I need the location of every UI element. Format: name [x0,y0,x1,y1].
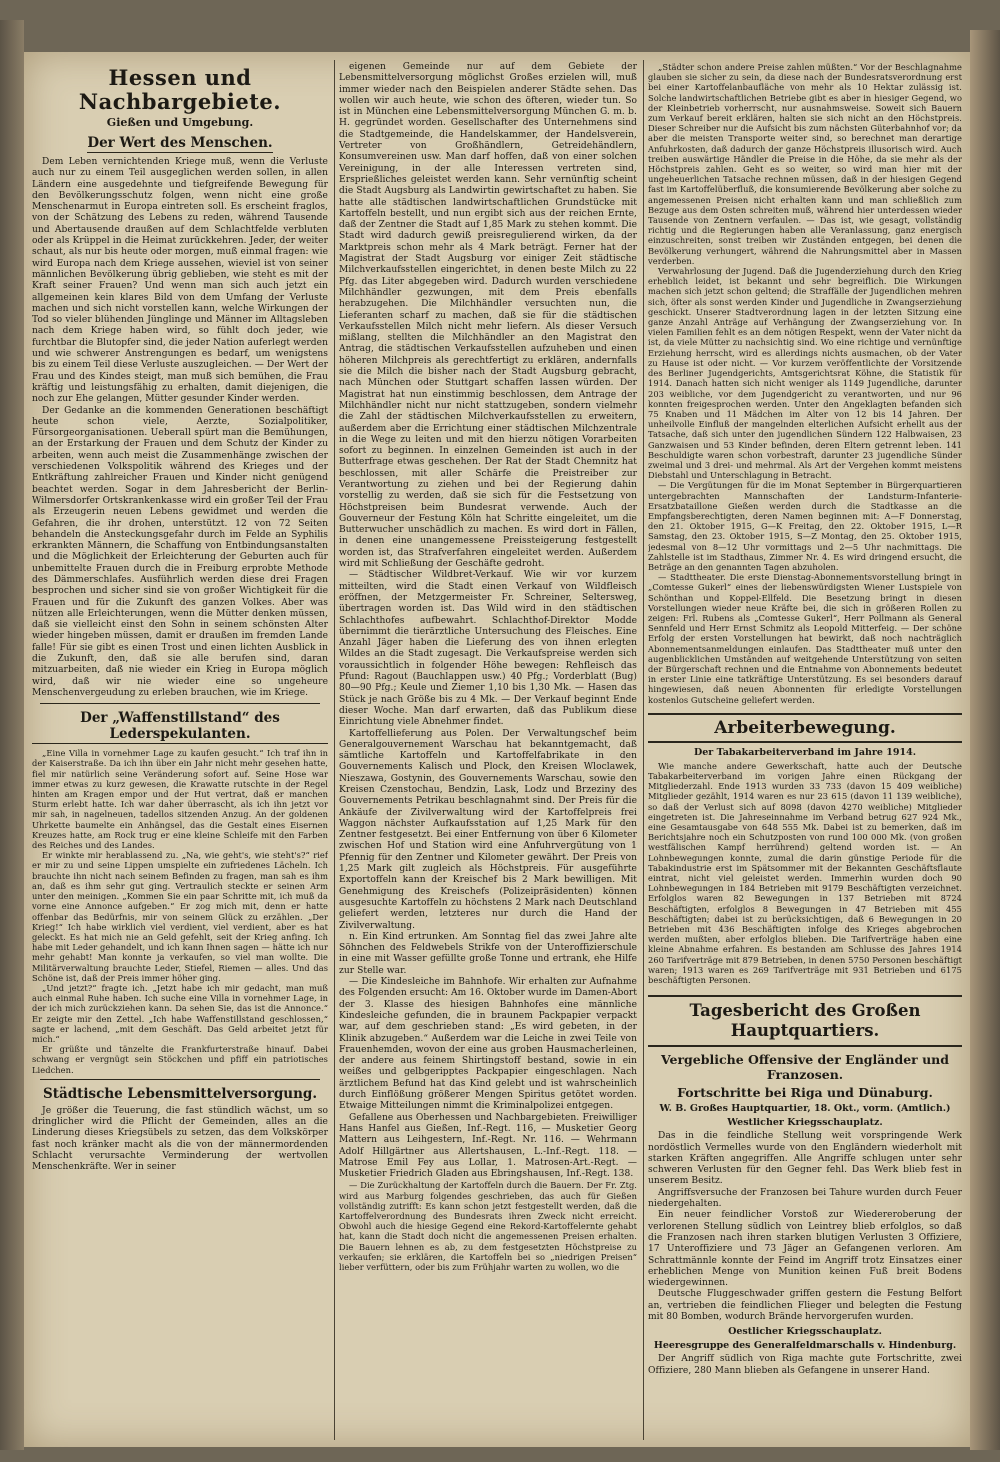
news-item: — Stadttheater. Die erste Dienstag-Abonnementsvorstellung bringt in „Comtesse Gukerl“ eines der liebenswürdigsten Wiener Lustspiele von Schönthan und Koppel-Ellfeld. Die Besetzung bringt in diesen Vorstellungen wieder neue Kräfte bei, die sich in größeren Rollen zu zeigen: Frl. Rubens als „Comtesse Gukerl“, Herr Pollmann als General Sennfeld und Herr Ernst Schmitz als Leopold Mitterfeig. — Der schöne Erfolg der ersten Vorstellungen hat bewirkt, daß noch nachträglich Abonnementsanmeldungen einlaufen. Das Stadttheater muß unter den augenblicklichen Umständen auf weitgehende Unterstützung von seiten der Bürgerschaft rechnen und die Entnahme von Abonnements bedeutet in erster Linie eine tatkräftige Unterstützung. Es sei besonders darauf hingewiesen, daß neuen Abonnenten für erledigte Vorstellungen kostenlos Gutscheine geliefert werden. [648,572,962,705]
article-title: Der Wert des Menschen. [87,135,273,151]
report-paragraph: Deutsche Fluggeschwader griffen gestern die Festung Belfort an, vertrieben die feindlichen Flieger und belegten die Festung mit 80 Bomben, wodurch Brände hervorgerufen wurden. [648,1289,962,1323]
section-title-labour: Arbeiterbewegung. [648,713,962,743]
column-1 [32,62,328,1442]
war-report-title: Tagesbericht des Großen Hauptquartiers. [648,995,962,1047]
war-report-subtitle: Fortschritte bei Riga und Dünaburg. [677,1085,933,1101]
theatre-heading: Oestlicher Kriegsschauplatz. [728,1326,882,1338]
article-paragraph: „Eine Villa in vornehmer Lage zu kaufen gesucht.“ Ich traf ihn in der Kaiserstraße. Da ich ihn über ein Jahr nicht mehr gesehen hatte, fiel mir natürlich seine Veränderung sofort auf. Seine Hose war immer etwas zu kurz gewesen, die Krawatte rutschte in der Regel hinten am Kragen empor und der Hut vertrat, daß er manchen Sturm erlebt hatte. Ich war daher überrascht, als ich ihn jetzt vor mir sah, in nagelneuen, tadellos sitzenden Anzug. An der goldenen Uhrkette baumelte ein Anhängsel, das die Gestalt eines Eisernen Kreuzes hatte, am Rock trug er eine kleine Schleife mit den Farben des Reiches und des Landes. [32,748,328,851]
article-paragraph: Er grüßte und tänzelte die Frankfurterstraße hinauf. Dabei schwang er vergnügt sein Stöckchen und pfiff ein patriotisches Liedchen. [32,1044,328,1075]
article-title: Der „Waffenstillstand“ des Lederspekulanten. [32,710,328,744]
news-item: Verwahrlosung der Jugend. Daß die Jugenderziehung durch den Krieg erheblich leidet, ist bekannt und sehr begreiflich. Die Wirkungen machen sich jetzt schon geltend; die Straffälle der Jugendlichen mehren sich, öfter als sonst werden Kinder und Jugendliche in Zwangserziehung geschickt. Unserer Stadtverordnung lagen in der letzten Sitzung eine ganze Anzahl Anträge auf Verhängung der Zwangserziehung vor. In vielen Familien fehlt es an dem nötigen Respekt, wenn der Vater nicht da ist, da viele Mütter zu nachsichtig sind. Wo eine richtige und vernünftige Erziehung herrscht, wird es allerdings nichts ausmachen, ob der Vater zu Hause ist oder nicht. — Vor kurzem veröffentlichte der Vorsitzende des Berliner Jugendgerichts, Amtsgerichtsrat Köhne, die Statistik für 1914. Danach hatten sich nicht weniger als 1149 Jugendliche, darunter 203 weibliche, vor dem Jugendgericht zu verantworten, und nur 96 konnten freigesprochen werden. Unter den Angeklagten befanden sich 75 Knaben und 11 Mädchen im Alter von 12 bis 14 Jahren. Der unheilvolle Einfluß der mangelnden elterlichen Aufsicht erhellt aus der Tatsache, daß sich unter den jugendlichen Sündern 122 Halbwaisen, 23 Ganzwaisen und 53 Kinder befinden, deren Eltern getrennt leben. 141 Beschuldigte waren schon vorbestraft, darunter 23 jugendliche Sünder zweimal und 3 drei- und mehrmal. Als Art der Vergehen kommt meistens Diebstahl und Unterschlagung in Betracht. [648,266,962,481]
war-report-subtitle: Vergebliche Offensive der Engländer und Franzosen. [660,1052,950,1083]
column-3 [648,62,962,1442]
news-item: — Die Kindesleiche im Bahnhofe. Wir erhalten zur Aufnahme des Folgenden ersucht: Am 16. Oktober wurde im Damen-Abort der 3. Klasse des hiesigen Bahnhofes eine männliche Kindesleiche gefunden, die in braunem Packpapier verpackt war, auf dem geschrieben stand: „Es wird gebeten, in der Klinik abzugeben.“ Außerdem war die Leiche in zwei Teile von Frauenhemden, wovon der eine aus groben Hausmacherleinen, der andere aus feinem Shirtingstoff bestand, sowie in ein weißes und gelbgeripptes Packpapier eingeschlagen. Nach ärztlichem Befund hat das Kind gelebt und ist wahrscheinlich durch Einflößung größerer Mengen Spiritus getötet worden. Etwaige Mitteilungen nimmt die Kriminalpolizei entgegen. [339,977,637,1112]
article-paragraph: Der Gedanke an die kommenden Generationen beschäftigt heute schon viele, Aerzte, Sozialpolitiker, Fürsorgeorganisationen. Ueberall spürt man die Bemühungen, an der Erstarkung der Frauen und dem Schutz der Kinder zu arbeiten, wenn auch meist die Zusammenhänge zwischen der verschiedenen Volkspolitik während des Krieges und der Entkräftung zahlreicher Frauen und Kinder nicht genügend beachtet werden. Sogar in dem Jahresbericht der Berlin-Wilmersdorfer Ortskrankenkasse wird ein großer Teil der Frau als Erzeugerin neuen Lebens gewidmet und werden die Gefahren, die ihr drohen, unterstützt. 12 von 72 Seiten behandeln die Ansteckungsgefahr durch im Felde an Syphilis erkrankten Männern, die Schaffung von Entbindungsanstalten und die Möglichkeit der Erleichterung der Geburten auch für unbemittelte Frauen durch die in Freiburg erprobte Methode des Dämmerschlafes. Ausführlich werden diese drei Fragen besprochen und sicher sind sie von großer Wichtigkeit für die Frauen und für die Zukunft des ganzen Volkes. Aber was nützen alle Erleichterungen, wenn die Mütter denken müssen, daß sie vielleicht einst den Sohn in seinem schönsten Alter wieder hingeben müssen, damit er draußen im fremden Lande falle! Für sie gibt es einen Trost und einen lichten Ausblick in die Zukunft, den, daß sie alle berufen sind, daran mitzuarbeiten, daß nie wieder ein Krieg in Europa möglich wird, daß wir nie wieder eine so ungeheure Menschenvergeudung zu erleben brauchen, wie im Kriege. [32,405,328,698]
section-title: Hessen und Nachbargebiete. [78,65,282,114]
article-subtitle: Der Tabakarbeiterverband im Jahre 1914. [693,746,917,758]
article-paragraph: „Städter schon andere Preise zahlen müßten.“ Vor der Beschlagnahme glauben sie sicher zu sein, da diese nach der Bundesratsverordnung erst bei einer Kartoffelanbaufläche von mehr als 10 Hektar zulässig ist. Solche landwirtschaftlichen Betriebe gibt es aber in hiesiger Gegend, wo der Kleinbetrieb vorherrscht, nur ausnahmsweise. Soweit sich Bauern zum Verkauf bereit erklären, halten sie sich nicht an den Höchstpreis. Dieser Schreiber nur die Aufsicht bis zum nächsten Güterbahnhof vor; da aber die meisten Transporte weiter sind, so berechnet man derartige Anfuhrkosten, daß dadurch der ganze Höchstpreis illusorisch wird. Auch treiben auswärtige Händler die Preise in die Höhe, da sie mehr als der Höchstpreis zahlen. Geht es so weiter, so wird man hier mit der ungeheuerlichen Tatsache rechnen müssen, daß in der hiesigen Gegend fast im Kartoffelüberfluß, die konsumierende Bevölkerung aber solche zu angemessenen Preisen nicht erhalten kann und man schließlich zum Bezuge aus dem Osten schreiten muß, während hier unterdessen wieder Tausende von Zentnern verfaulen. — Das ist, wie gesagt, vollständig richtig und die Regierungen haben alle Veranlassung, ganz energisch einzuschreiten, sonst treiben wir Zuständen entgegen, bei denen die Bevölkerung verhungert, während die Nahrungsmittel aber in Massen verderben. [648,62,962,266]
article-paragraph: Er winkte mir herablassend zu. „Na, wie geht's, wie steht's?“ rief er mir zu und seine Lippen umspielte ein zufriedenes Lächeln. Ich brauchte ihn nicht nach seinem Befinden zu fragen, man sah es ihm an, daß es ihm sehr gut ging. Vertraulich steckte er seinen Arm unter den meinigen. „Kommen Sie ein paar Schritte mit, ich muß da vorne eine Annonce aufgeben.“ Er zog mich mit, denn er hatte offenbar das Bedürfnis, mir von seinem Glück zu erzählen. „Der Krieg!“ Ich habe wirklich viel verdient, viel verdient, aber es hat geleckt. Es hat mich nie an Geld gefehlt, seit der Krieg anfing. Ich habe mit Leder gehandelt, und ich kann Ihnen sagen — hätte ich nur mehr gehabt! Man konnte ja verkaufen, so viel man wollte. Die Militärverwaltung brauchte Leder, Stiefel, Riemen — alles. Und das Schöne ist, daß der Preis immer höher ging. [32,850,328,983]
column-rule [334,60,335,1440]
article-paragraph: „Und jetzt?“ fragte ich. „Jetzt habe ich mir gedacht, man muß auch einmal Ruhe haben. Ich suche eine Villa in vornehmer Lage, in der ich mich zurückziehen kann. Da sehen Sie, das ist die Annonce.“ Er zeigte mir den Zettel. „Ich habe Waffenstillstand geschlossen,“ sagte er lachend, „mit dem Geschäft. Das Geld arbeitet jetzt für mich.“ [32,982,328,1044]
article-title: Städtische Lebensmittelversorgung. [42,1085,318,1102]
theatre-heading: Westlicher Kriegsschauplatz. [727,1117,883,1129]
news-item: — Die Vergütungen für die im Monat September in Bürgerquartieren untergebrachten Mannschaften der Landsturm-Infanterie-Ersatzbataillone Gießen werden durch die Stadtkasse an die Empfangsberechtigten, deren Namen beginnen mit: A—F Donnerstag, den 21. Oktober 1915, G—K Freitag, den 22. Oktober 1915, L—R Samstag, den 23. Oktober 1915, S—Z Montag, den 25. Oktober 1915, jedesmal von 8—12 Uhr vormittags und 2—5 Uhr nachmittags. Die Zahlstelle ist im Stadthaus, Zimmer Nr. 4. Es wird dringend ersucht, die Beträge an den genannten Tagen abzuholen. [648,480,962,572]
army-group-heading: Heeresgruppe des Generalfeldmarschalls v. Hindenburg. [653,1340,957,1352]
news-item: Gefallene aus Oberhessen und Nachbargebieten. Freiwilliger Hans Hanfel aus Gießen, Inf.-Regt. 116, — Musketier Georg Mattern aus Leihgestern, Inf.-Regt. Nr. 116. — Wehrmann Adolf Hillgärtner aus Allertshausen, L.-Inf.-Regt. 118. — Matrose Emil Fey aus Lollar, 1. Matrosen-Art.-Regt. — Musketier Friedrich Gladen aus Ebringshausen, Inf.-Regt. 138. [339,1112,637,1180]
column-2 [339,62,637,1442]
article-paragraph: Je größer die Teuerung, die fast stündlich wächst, um so dringlicher wird die Pflicht der Gemeinden, alles an die Linderung dieses Kriegsübels zu setzen, das dem Volkskörper fast noch kränker macht als die von der männermordenden Schlacht verursachte Verminderung der wertvollen Menschenkräfte. Wer in seiner [32,1105,328,1173]
news-item: — Die Zurückhaltung der Kartoffeln durch die Bauern. Der Fr. Ztg. wird aus Marburg folgendes geschrieben, das auch für Gießen vollständig zutrifft: Es kann schon jetzt festgestellt werden, daß die Kartoffelverordnung des Bundesrats ihren Zweck nicht erreicht. Obwohl auch die hiesige Gegend eine Rekord-Kartoffelernte gehabt hat, kann die Stadt doch nicht die angemessenen Preisen erhalten. Die Bauern lehnen es ab, zu dem festgesetzten Höchstpreise zu verkaufen; sie erklären, die Kartoffeln bei so „niedrigen Preisen“ lieber verfüttern, oder bis zum Frühjahr warten zu wollen, wo die [339,1180,637,1273]
page-stack-edge [970,30,1000,1450]
newspaper-page [24,52,970,1447]
divider [40,1079,320,1080]
divider [40,703,320,704]
news-item: n. Ein Kind ertrunken. Am Sonntag fiel das zwei Jahre alte Söhnchen des Feldwebels Strikfe von der Unteroffizierschule in eine mit Wasser gefüllte große Tonne und ertrank, ehe Hilfe zur Stelle war. [339,931,637,976]
binding-shadow [0,20,24,1450]
news-item: Kartoffellieferung aus Polen. Der Verwaltungschef beim Generalgouvernement Warschau hat bekanntgemacht, daß sämtliche Kartoffeln und Kartoffelfabrikate in den Gouvernements Kalisch und Plock, den Kreisen Wloclawek, Nieszawa, Gostynin, des Gouvernements Warschau, sowie den Kreisen Czenstochau, Bendzin, Lask, Lodz und Brzeziny des Gouvernements Petrikau beschlagnahmt sind. Der Preis für die Ankäufe der Zivilverwaltung wird der Kartoffelpreis frei Waggon nächster Aufkaufsstation auf 1,25 Mark für den Zentner festgesetzt. Bei einer Entfernung von über 6 Kilometer zwischen Hof und Station wird eine Anfuhrvergütung von 1 Pfennig für den Zentner und Kilometer gewährt. Der Preis von 1,25 Mark gilt zugleich als Höchstpreis. Für ausgeführte Exportoffeln kann der Kreischef bis 2 Mark bewilligen. Mit Genehmigung des Kreischefs (Polizeipräsidenten) können ausgesuchte Kartoffeln zu höchstens 2 Mark nach Deutschland geliefert werden, letzteres nur durch die Hand der Zivilverwaltung. [339,728,637,931]
column-rule [643,60,644,1440]
report-paragraph: Angriffsversuche der Franzosen bei Tahure wurden durch Feuer niedergehalten. [648,1187,962,1210]
dateline: W. B. Großes Hauptquartier, 18. Okt., vorm. (Amtlich.) [659,1103,951,1115]
article-paragraph: Dem Leben vernichtenden Kriege muß, wenn die Verluste auch nur zu einem Teil ausgeglichen werden sollen, in allen Ländern eine ausgedehnte und tiefgreifende Bewegung für den Bevölkerungsschutz folgen, wenn nicht eine große Menschenarmut in Europa eintreten soll. Es erscheint fraglos, von der Schätzung des Lebens zu reden, während Tausende und Abertausende draußen auf dem Schlachtfelde verbluten oder als Krüppel in die Heimat zurückkehren. Jeder, der weiter schaut, als nur bis heute oder morgen, muß einmal fragen: wie wird Europa nach dem Kriege aussehen, wieviel ist von seiner männlichen Bevölkerung übrig geblieben, wie steht es mit der Kraft seiner Frauen? Und wenn man sich auch jetzt ein allgemeinen kein klares Bild von dem Umfang der Verluste machen und sich nicht vorstellen kann, welche Wirkungen der Tod so vieler blühenden Jünglinge und Männer im Alltagsleben nach dem Kriege haben wird, so fühlt doch jeder, wie furchtbar die Blutopfer sind, die jeder Nation auferlegt werden und wie schwerer Anstrengungen es bedarf, um wenigstens bis zu einem Teil diese Verluste auszugleichen. — Der Wert der Frau und des Kindes steigt, man muß sich bemühen, die Frau kräftig und leistungsfähig zu erhalten, damit diejenigen, die noch zur Ehe gelangen, Mütter gesunder Kinder werden. [32,157,328,405]
report-paragraph: Der Angriff südlich von Riga machte gute Fortschritte, zwei Offiziere, 280 Mann blieben als Gefangene in unserer Hand. [648,1354,962,1376]
report-paragraph: Ein neuer feindlicher Vorstoß zur Wiedereroberung der verlorenen Stellung südlich von Leintrey blieb erfolglos, so daß die Franzosen nach ihren starken blutigen Verlusten 3 Offiziere, 17 Unteroffiziere und 73 Jäger an Gefangenen verloren. Am Schrattmännle konnte der Feind im Angriff trotz Einsatzes einer erheblichen Menge von Munition keinen Fuß breit Bodens wiedergewinnen. [648,1210,962,1289]
report-paragraph: Das in die feindliche Stellung weit vorspringende Werk nordöstlich Vermelles wurde von den Engländern wiederholt mit starken Kräften angegriffen. Alle Angriffe schlugen unter sehr schweren Verlusten für den Gegner fehl. Das Werk blieb fest in unserem Besitz. [648,1131,962,1187]
article-paragraph: Wie manche andere Gewerkschaft, hatte auch der Deutsche Tabakarbeiterverband im vorigen Jahre einen Rückgang der Mitgliederzahl. Ende 1913 wurden 33 733 (davon 15 409 weibliche) Mitglieder gezählt, 1914 waren es nur 23 615 (davon 11 139 weibliche), so daß der Verlust sich auf 8098 (davon 4270 weibliche) Mitglieder eingetreten ist. Die Jahreseinnahme im Verband betrug 627 924 Mk., eine Gesamtausgabe von 648 555 Mk. Dabei ist zu bemerken, daß im Berichtsjahre noch ein Schutzposten von rund 100 000 Mk. (von großen westfälischen Kampf herrührend) geltend worden ist. — An Lohnbewegungen konnte, zumal die darin günstige Periode für die Tabakindustrie erst im Spätsommer mit der Bekannten Geschäftsflaute eintrat, nicht viel geleistet werden. Immerhin wurden doch 90 Lohnbewegungen in 184 Betrieben mit 9179 Beschäftigten verzeichnet. Erfolglos waren 82 Bewegungen in 137 Betrieben mit 8724 Beschäftigten, erfolglos 8 Bewegungen in 47 Betrieben mit 455 Beschäftigten; dabei ist zu berücksichtigen, daß 6 Bewegungen in 20 Betrieben mit 436 Beschäftigten infolge des Krieges abgebrochen werden mußten, aber erfolglos blieben. Die Tarifverträge haben eine kleine Abnahme erfahren. Es bestanden am Schlusse des Jahres 1914 260 Tarifverträge mit 879 Betrieben, in denen 5750 Personen beschäftigt waren; 1913 waren es 269 Tarifverträge mit 931 Betrieben und 6175 beschäftigten Personen. [648,760,962,986]
news-item: — Städtischer Wildbret-Verkauf. Wie wir vor kurzem mitteilten, wird die Stadt einen Verkauf von Wildfleisch eröffnen, der Metzgermeister Fr. Schreiner, Seltersweg, übertragen worden ist. Das Wild wird in den städtischen Schlachthofes aufbewahrt. Schlachthof-Direktor Modde übernimmt die tierärztliche Untersuchung des Fleisches. Eine Anzahl Jäger haben die Lieferung des von ihnen erlegten Wildes an die Stadt zugesagt. Die Verkaufspreise werden sich voraussichtlich in folgender Höhe bewegen: Rehfleisch das Pfund: Ragout (Bauchlappen usw.) 40 Pfg.; Vorderblatt (Bug) 80—90 Pfg.; Keule und Ziemer 1,10 bis 1,30 Mk. — Hasen das Stück je nach Größe bis zu 4 Mk. — Der Verkauf beginnt Ende dieser Woche. Man darf erwarten, daß das Publikum diese Einrichtung viele Abnehmer findet. [339,570,637,728]
article-paragraph: eigenen Gemeinde nur auf dem Gebiete der Lebensmittelversorgung möglichst Großes erzielen will, muß immer wieder nach den Beispielen anderer Städte sehen. Das wollen wir auch heute, wie schon des öfteren, wieder tun. So ist in München eine Lebensmittelversorgung München G. m. b. H. gegründet worden. Gesellschafter des Unternehmens sind die Stadtgemeinde, die Handelskammer, der Handelsverein, Vertreter von Großhändlern, Getreidehändlern, Konsumvereinen usw. Man darf hoffen, daß von einer solchen Vereinigung, in der alle Interessen vertreten sind, Ersprießliches geleistet werden kann. Sehr vernünftig scheint die Stadt Augsburg als Landwirtin gewirtschaftet zu haben. Sie hatte alle städtischen landwirtschaftlichen Grundstücke mit Kartoffeln bestellt, und nun ergibt sich aus der reichen Ernte, daß der Zentner die Stadt auf 1,85 Mark zu stehen kommt. Die Stadt wird dadurch gewiß preisregulierend wirken, da der Marktpreis schon mehr als 4 Mark beträgt. Ferner hat der Magistrat der Stadt Augsburg vor einiger Zeit städtische Milchverkaufsstellen eingerichtet, in denen beste Milch zu 22 Pfg. das Liter abgegeben wird. Dadurch wurden verschiedene Milchhändler gezwungen, mit dem Preis ebenfalls herabzugehen. Die Milchhändler versuchten nun, die Lieferanten scharf zu machen, daß sie für die städtischen Verkaufsstellen Milch nicht mehr liefern. Als dieser Versuch mißlang, stellten die Milchhändler an den Magistrat den Antrag, die städtischen Verkaufsstellen aufzuheben und einen höheren Milchpreis als gerechtfertigt zu erklären, andernfalls sie die Milch die bisher nach der Stadt Augsburg gebracht, nach München oder Stuttgart schaffen lassen würden. Der Magistrat hat nun einstimmig beschlossen, dem Antrage der Milchhändler nicht nur nicht stattzugeben, sondern vielmehr die Zahl der städtischen Milchverkaufsstellen zu erweitern, außerdem aber die Errichtung einer städtischen Milchzentrale in die Wege zu leiten und mit den hierzu nötigen Vorarbeiten sofort zu beginnen. In einzelnen Gemeinden ist auch in der Butterfrage etwas geschehen. Der Rat der Stadt Chemnitz hat beschlossen, mit aller Schärfe die Preistreiber zur Verantwortung zu ziehen und bei der Regierung dahin vorstellig zu werden, daß sie sich für die Festsetzung von Höchstpreisen beim Bundesrat verwende. Auch der Gouverneur der Festung Köln hat Schritte eingeleitet, um die Butterwucher unschädlich zu machen. Es wird dort in Fällen, in denen eine unangemessene Preissteigerung festgestellt worden ist, das Strafverfahren eingeleitet werden. Außerdem wird mit Schließung der Geschäfte gedroht. [339,62,637,570]
section-subtitle: Gießen und Umgebung. [106,116,254,129]
